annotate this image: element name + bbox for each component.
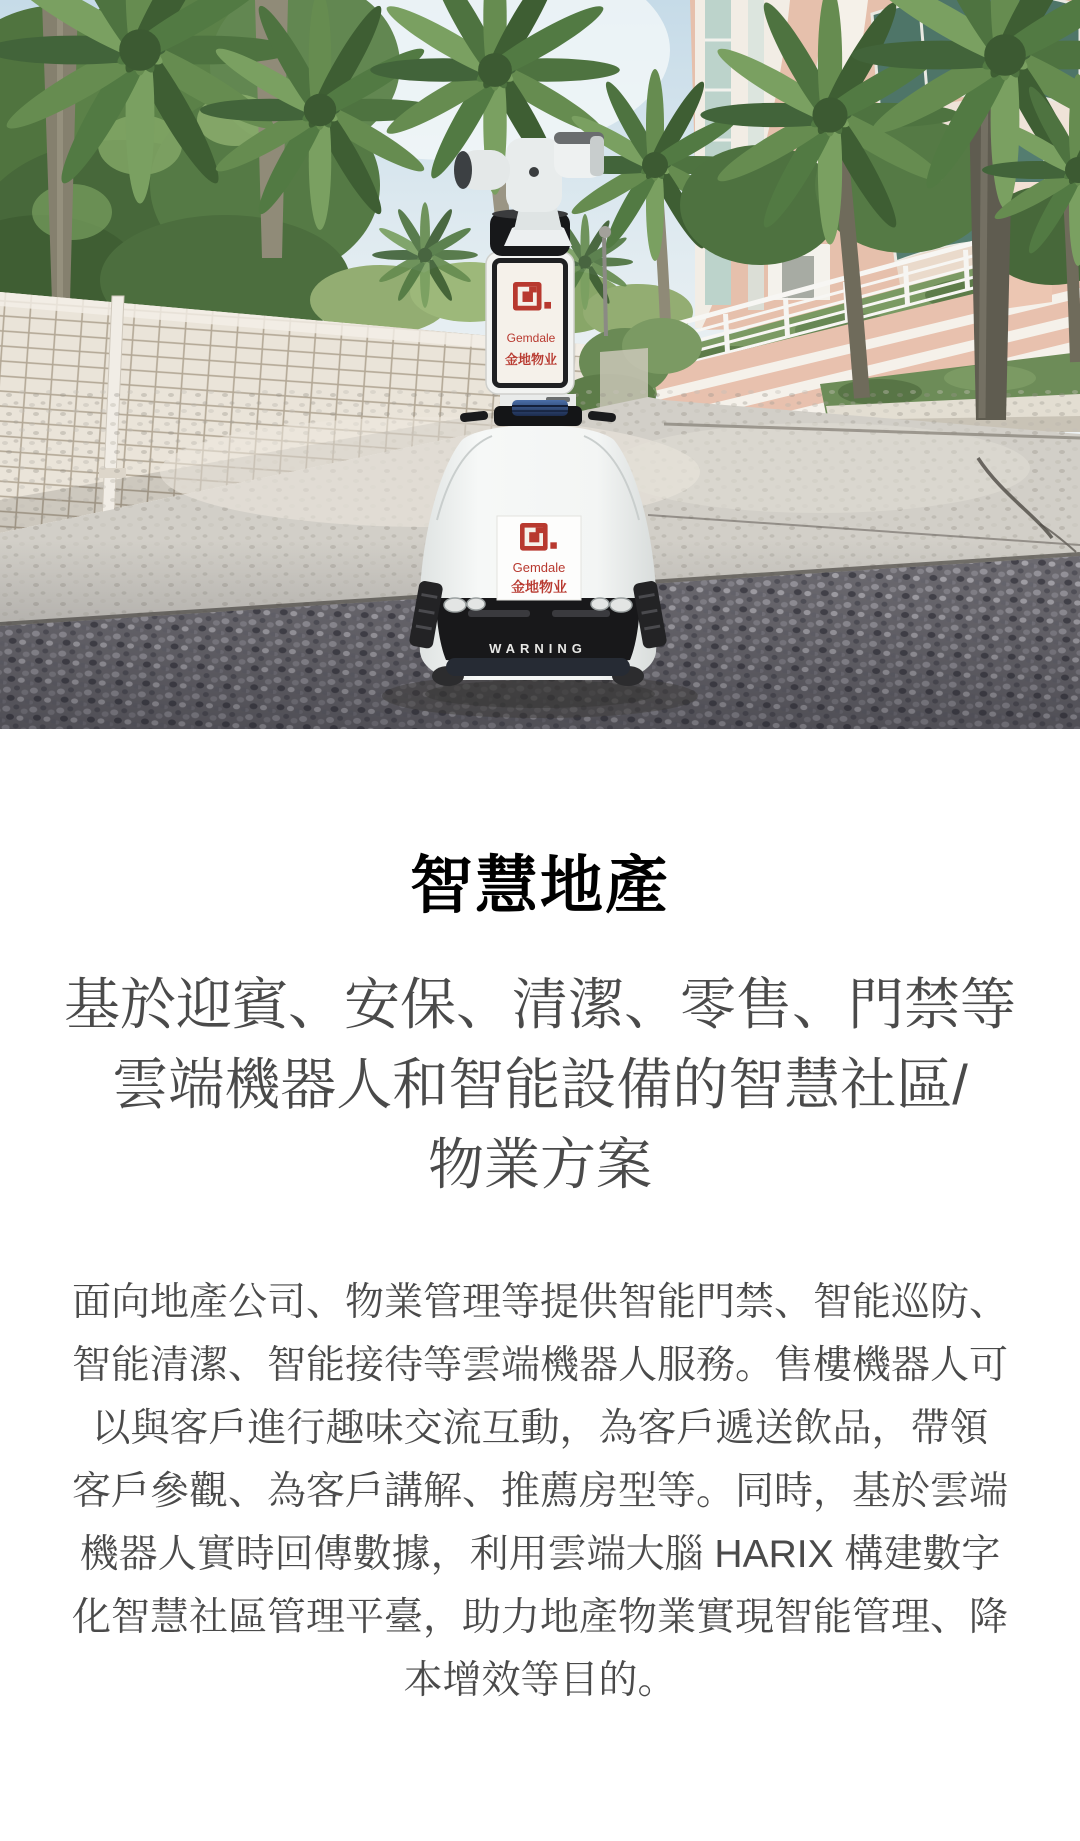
- sticker-brand-cn: 金地物业: [511, 579, 567, 595]
- screen-brand-en: Gemdale: [506, 331, 556, 345]
- subtitle-line: 雲端機器人和智能設備的智慧社區/: [112, 1053, 968, 1116]
- sticker-brand-en: Gemdale: [512, 560, 566, 575]
- robot-body-sticker: [497, 516, 581, 600]
- robot-screen: [486, 252, 574, 394]
- section-paragraph: [60, 1271, 1020, 1841]
- paragraph-line: 本增效等目的。: [403, 1659, 677, 1702]
- robot-bumper: [446, 658, 630, 676]
- section-subtitle: [60, 965, 1020, 1205]
- section-title: 智慧地產: [410, 851, 670, 921]
- subtitle-line: 基於迎賓、安保、清潔、零售、門禁等: [64, 973, 1016, 1036]
- paragraph-line: 智能清潔、智能接待等雲端機器人服務。售樓機器人可: [71, 1344, 1008, 1387]
- warning-label: WARNING: [489, 641, 587, 656]
- smart-real-estate-section: [0, 729, 1080, 1841]
- hero-photo-illustration: [0, 0, 1080, 729]
- paragraph-line: 客戶參觀、為客戶講解、推薦房型等。同時，基於雲端: [71, 1470, 1008, 1513]
- screen-brand-cn: 金地物业: [504, 352, 558, 367]
- hero-photo: [0, 0, 1080, 729]
- subtitle-line: 物業方案: [428, 1133, 652, 1196]
- paragraph-line: 機器人實時回傳數據，利用雲端大腦 HARIX 構建數字: [79, 1533, 1001, 1576]
- paragraph-line: 化智慧社區管理平臺，助力地產物業實現智能管理、降: [71, 1596, 1008, 1639]
- paragraph-line: 面向地產公司、物業管理等提供智能門禁、智能巡防、: [71, 1281, 1008, 1324]
- paragraph-line: 以與客戶進行趣味交流互動，為客戶遞送飲品，帶領: [91, 1407, 989, 1450]
